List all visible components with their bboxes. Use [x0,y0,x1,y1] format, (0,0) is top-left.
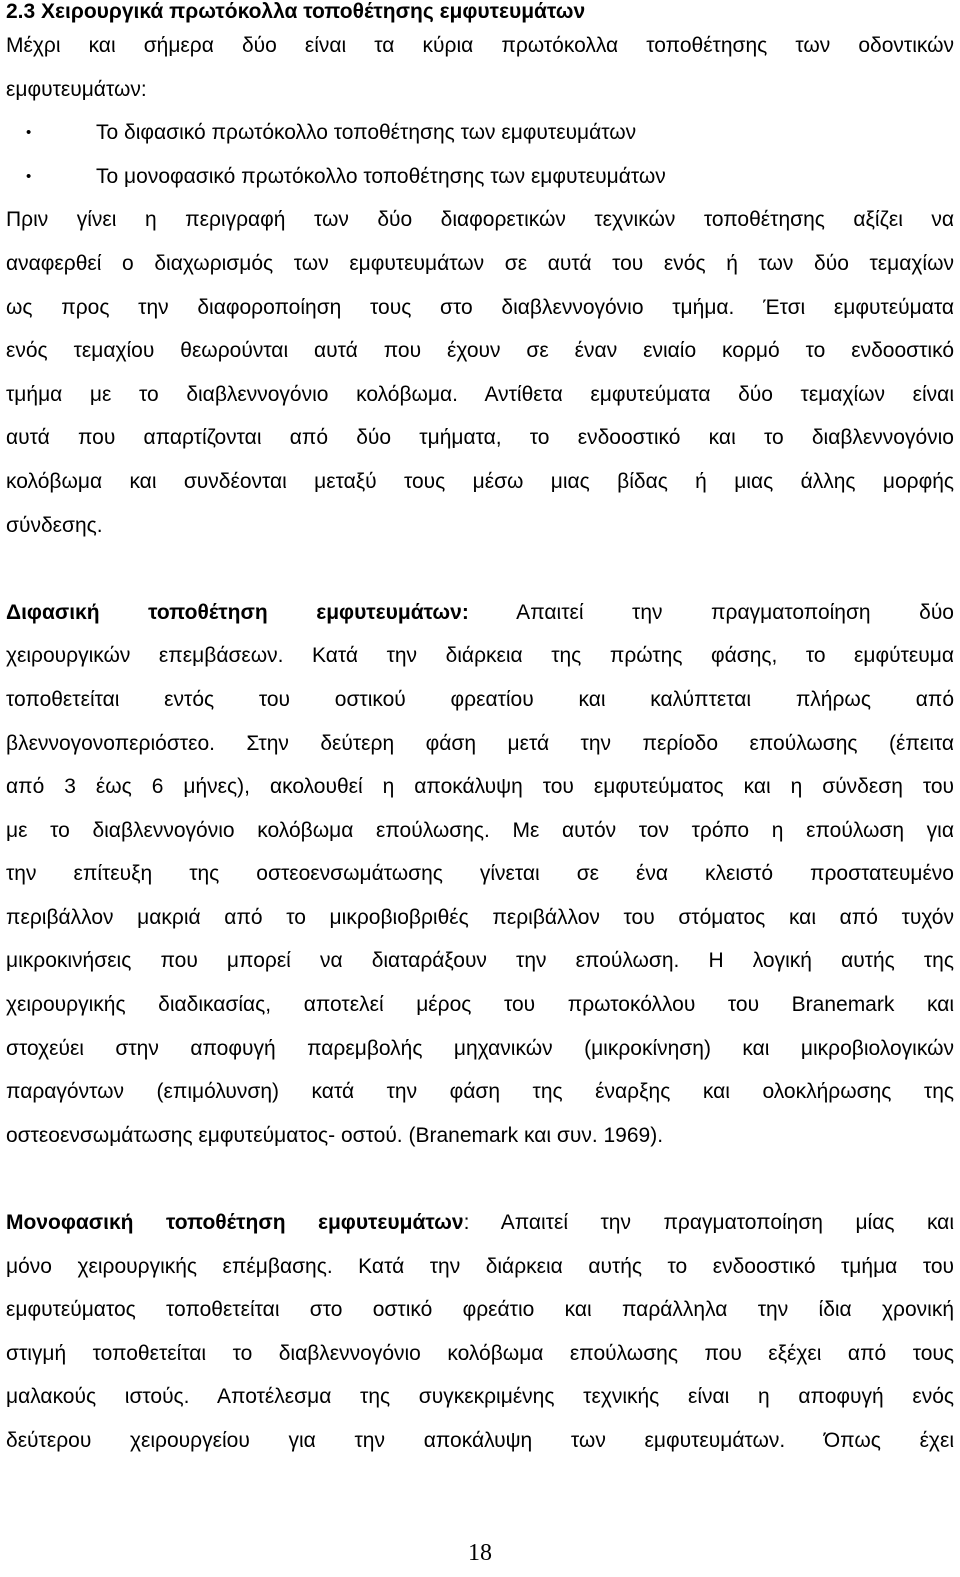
text-line: δεύτερου χειρουργείου για την αποκάλυψη των εμφυτευμάτων. Όπως έχει [6,1429,954,1452]
text-line: Πριν γίνει η περιγραφή των δύο διαφορετικών τεχνικών τοποθέτησης αξίζει να [6,208,954,232]
section-heading: 2.3 Χειρουργικά πρωτόκολλα τοποθέτησης εμφυτευμάτων [6,0,586,23]
text-line: μαλακούς ιστούς. Αποτέλεσμα της συγκεκριμένης τεχνικής είναι η αποφυγή ενός [6,1385,954,1409]
text-line: στοχεύει στην αποφυγή παρεμβολής μηχανικών (μικροκίνηση) και μικροβιολογικών [6,1036,954,1060]
text-line: Μέχρι και σήμερα δύο είναι τα κύρια πρωτόκολλα τοποθέτησης των οδοντικών [6,34,954,57]
text-line: εμφυτευμάτων: [6,77,147,101]
list-item [6,111,954,155]
text-line: την επίτευξη της οστεοενσωμάτωσης γίνεται σε ένα κλειστό προστατευμένο [6,862,954,886]
text-line: μικροκινήσεις που μπορεί να διαταράξουν την επούλωση. Η λογική αυτής της [6,949,954,973]
text-line: ενός τεμαχίου θεωρούνται αυτά που έχουν σε έναν ενιαίο κορμό το ενδοοστικό [6,339,954,363]
list-item-text: Το διφασικό πρωτόκολλο τοποθέτησης των εμφυτευμάτων [96,121,637,145]
text-line: τοποθετείται εντός του οστικού φρεατίου και καλύπτεται πλήρως από [6,687,954,711]
paragraph-lead-term: Μονοφασική τοποθέτηση εμφυτευμάτων [6,1211,464,1235]
text-line: στιγμή τοποθετείται το διαβλεννογόνιο κολόβωμα επούλωσης που εξέχει από τους [6,1341,954,1365]
text-line: χειρουργικών επεμβάσεων. Κατά την διάρκεια της πρώτης φάσης, το εμφύτευμα [6,644,954,668]
text-line: ως προς την διαφοροποίηση τους στο διαβλεννογόνιο τμήμα. Έτσι εμφυτεύματα [6,295,954,319]
text-line: τμήμα με το διαβλεννογόνιο κολόβωμα. Αντίθετα εμφυτεύματα δύο τεμαχίων είναι [6,382,954,406]
paragraph-two-stage [6,591,954,1158]
text-line: παραγόντων (επιμόλυνση) κατά την φάση της έναρξης και ολοκλήρωσης της [6,1080,954,1104]
text-line [6,591,954,635]
text-line: αυτά που απαρτίζονται από δύο τμήματα, το ενδοοστικό και το διαβλεννογόνιο [6,426,954,450]
paragraph-spacer [6,1157,954,1201]
text-line: μόνο χειρουργικής επέμβασης. Κατά την διάρκεια αυτής το ενδοοστικό τμήμα του [6,1254,954,1278]
text-line: από 3 έως 6 μήνες), ακολουθεί η αποκάλυψη του εμφυτεύματος και η σύνδεση του [6,775,954,799]
paragraph-spacer [6,547,954,591]
text-line: βλεννογονοπεριόστεο. Στην δεύτερη φάση μετά την περίοδο επούλωσης (έπειτα [6,731,954,755]
intro-paragraph [6,24,954,111]
bullet-icon: • [26,124,32,142]
list-item-text: Το μονοφασικό πρωτόκολλο τοποθέτησης των εμφυτευμάτων [96,164,666,188]
text-line: κολόβωμα και συνδέονται μεταξύ τους μέσω μιας βίδας ή μιας άλλης μορφής [6,469,954,493]
list-item [6,155,954,199]
text-line [6,1201,954,1245]
text-fragment: : Απαιτεί την πραγματοποίηση μίας και [463,1211,954,1235]
text-line: οστεοενσωμάτωσης εμφυτεύματος- οστού. (Branemark και συν. 1969). [6,1123,664,1147]
text-line: εμφυτεύματος τοποθετείται στο οστικό φρεάτιο και παράλληλα την ίδια χρονική [6,1298,954,1322]
paragraph-implant-types [6,198,954,547]
page-number: 18 [468,1540,492,1566]
paragraph-lead-term: Διφασική τοποθέτηση εμφυτευμάτων: [6,600,469,624]
text-fragment: Απαιτεί την πραγματοποίηση δύο [468,600,954,624]
text-line: με το διαβλεννογόνιο κολόβωμα επούλωσης. Με αυτόν τον τρόπο η επούλωση για [6,818,954,842]
bullet-icon: • [26,167,32,185]
document-page [6,0,954,1463]
text-line: σύνδεσης. [6,513,103,537]
paragraph-one-stage [6,1201,954,1463]
protocol-list [6,111,954,198]
text-line: περιβάλλον μακριά από το μικροβιοβριθές περιβάλλον του στόματος και από τυχόν [6,905,954,929]
text-line: αναφερθεί ο διαχωρισμός των εμφυτευμάτων σε αυτά του ενός ή των δύο τεμαχίων [6,251,954,275]
text-line: χειρουργικής διαδικασίας, αποτελεί μέρος του πρωτοκόλλου του Branemark και [6,993,954,1017]
